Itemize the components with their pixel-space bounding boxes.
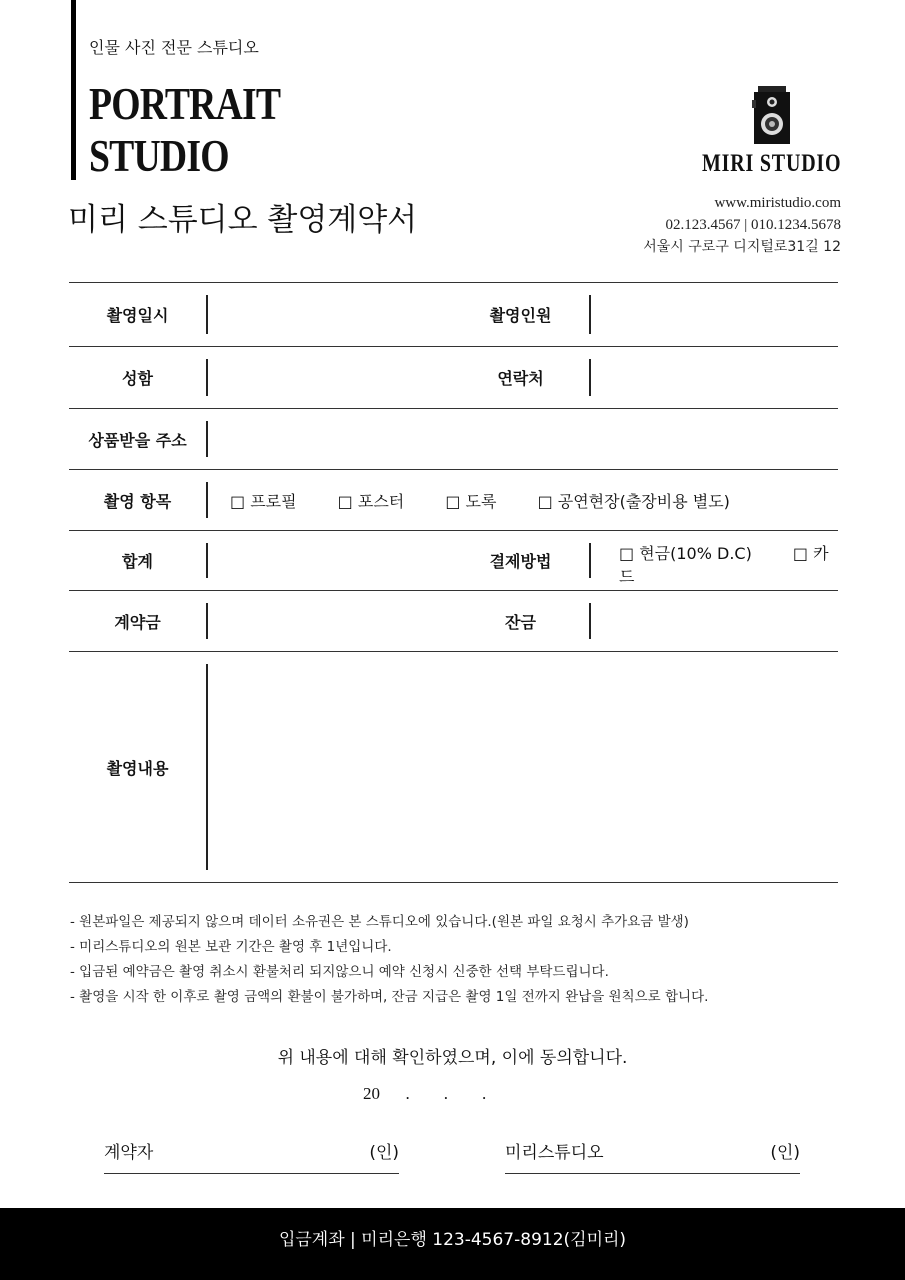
note: - 미리스튜디오의 원본 보관 기간은 촬영 후 1년입니다. xyxy=(70,939,392,955)
name-field[interactable] xyxy=(206,347,452,409)
checkbox-poster[interactable]: □ 포스터 xyxy=(337,491,405,511)
contract-form xyxy=(69,282,838,883)
bank-account-footer: 입금계좌 | 미리은행 123-4567-8912(김미리) xyxy=(0,1208,905,1280)
page-title: 미리 스튜디오 촬영계약서 xyxy=(68,202,418,238)
agreement-text: 위 내용에 대해 확인하였으며, 이에 동의합니다. xyxy=(277,1048,628,1068)
phone: 02.123.4567 | 010.1234.5678 xyxy=(665,217,841,233)
checkbox-cash[interactable]: □ 현금(10% D.C) xyxy=(619,544,752,563)
contact-field[interactable] xyxy=(589,347,838,409)
camera-icon xyxy=(752,86,792,148)
label-content: 촬영내용 xyxy=(69,652,206,883)
note: - 촬영을 시작 한 이후로 촬영 금액의 환불이 불가하며, 잔금 지급은 촬영 1일 전까지 완납을 원칙으로 합니다. xyxy=(70,989,709,1005)
brand-title: PORTRAIT STUDIO xyxy=(89,78,281,181)
subtitle: 인물 사진 전문 스튜디오 xyxy=(89,38,259,57)
note: - 원본파일은 제공되지 않으며 데이터 소유권은 본 스튜디오에 있습니다.(원본 파일 요청시 추가요금 발생) xyxy=(70,914,689,930)
content-field[interactable] xyxy=(206,652,838,883)
checkbox-profile[interactable]: □ 프로필 xyxy=(230,491,297,511)
label-contact: 연락처 xyxy=(452,347,589,409)
shoot-datetime-field[interactable] xyxy=(206,283,452,347)
contractor-signature[interactable] xyxy=(104,1138,399,1174)
label-shoot-datetime: 촬영일시 xyxy=(69,283,206,347)
checkbox-card[interactable]: □ 카드 xyxy=(619,544,829,586)
address-field[interactable] xyxy=(206,409,838,470)
total-field[interactable] xyxy=(206,531,452,591)
label-balance: 잔금 xyxy=(452,591,589,652)
seal-label: (인) xyxy=(369,1143,399,1163)
notes xyxy=(70,910,708,1010)
items-options xyxy=(206,470,838,531)
address: 서울시 구로구 디지털로31길 12 xyxy=(643,239,841,255)
studio-name: MIRI STUDIO xyxy=(702,150,842,177)
people-field[interactable] xyxy=(589,283,838,347)
label-people: 촬영인원 xyxy=(452,283,589,347)
payment-options xyxy=(589,531,838,591)
label-items: 촬영 항목 xyxy=(69,470,206,531)
seal-label: (인) xyxy=(770,1143,800,1163)
label-total: 합계 xyxy=(69,531,206,591)
studio-signature[interactable] xyxy=(505,1138,800,1174)
note: - 입금된 예약금은 촬영 취소시 환불처리 되지않으니 예약 신청시 신중한 선택 부탁드립니다. xyxy=(70,964,609,980)
accent-bar xyxy=(71,0,76,180)
deposit-field[interactable] xyxy=(206,591,452,652)
label-deposit: 계약금 xyxy=(69,591,206,652)
studio-label: 미리스튜디오 xyxy=(505,1143,604,1163)
label-name: 성함 xyxy=(69,347,206,409)
checkbox-performance[interactable]: □ 공연현장(출장비용 별도) xyxy=(537,491,730,511)
date-field[interactable]: 20 . . . xyxy=(363,1084,487,1103)
studio-info xyxy=(643,192,841,258)
contractor-label: 계약자 xyxy=(104,1143,154,1163)
label-payment: 결제방법 xyxy=(452,531,589,591)
label-address: 상품받을 주소 xyxy=(69,409,206,470)
balance-field[interactable] xyxy=(589,591,838,652)
checkbox-catalog[interactable]: □ 도록 xyxy=(445,491,497,511)
website: www.miristudio.com xyxy=(714,195,841,211)
